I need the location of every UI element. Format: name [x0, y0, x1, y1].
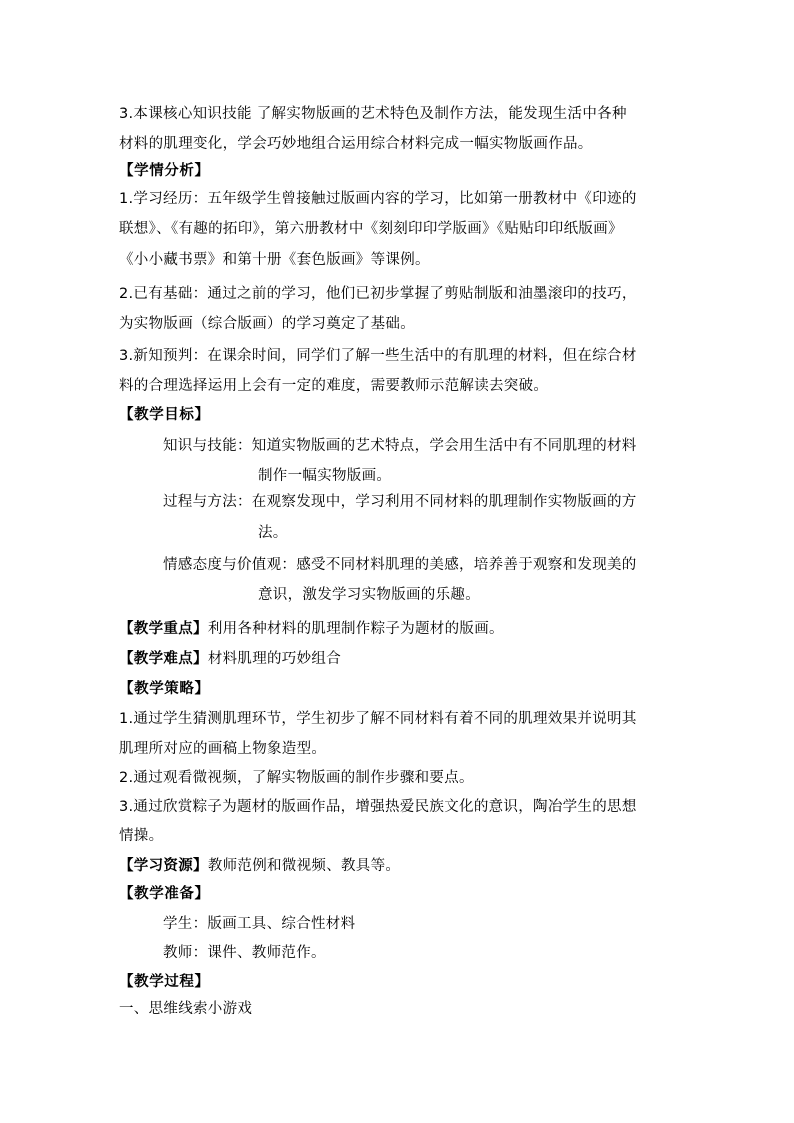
heading-xueqing-fenxi: 【学情分析】 [119, 163, 210, 179]
goal-knowledge-line-1: 知识与技能：知道实物版画的艺术特点，学会用生活中有不同肌理的材料 [163, 438, 637, 454]
strategy-2-line-1: 2.通过观看微视频，了解实物版画的制作步骤和要点。 [119, 770, 474, 786]
difficulty-text: 材料肌理的巧妙组合 [207, 651, 342, 667]
core-skill-line-1: 3.本课核心知识技能 了解实物版画的艺术特色及制作方法，能发现生活中各种 [119, 106, 627, 122]
goal-emotion-line-1: 情感态度与价值观：感受不同材料肌理的美感，培养善于观察和发现美的 [163, 557, 637, 573]
heading-jiaoxue-guocheng: 【教学过程】 [119, 974, 210, 990]
strategy-3-line-2: 情操。 [119, 828, 164, 844]
prep-student: 学生：版画工具、综合性材料 [163, 916, 356, 932]
prep-teacher: 教师：课件、教师范作。 [163, 945, 326, 961]
goal-process-line-2: 法。 [258, 525, 288, 541]
heading-xuexi-ziyuan: 【学习资源】 [119, 858, 208, 874]
goal-knowledge-line-2: 制作一幅实物版画。 [258, 468, 392, 484]
goal-process-line-1: 过程与方法：在观察发现中，学习利用不同材料的肌理制作实物版画的方 [163, 494, 637, 510]
key-point-line [119, 619, 504, 639]
process-step-1: 一、思维线索小游戏 [119, 1001, 253, 1017]
heading-jiaoxue-zhongdian: 【教学重点】 [119, 621, 208, 637]
learning-experience-line-2: 联想》、《有趣的拓印》，第六册教材中《刻刻印印学版画》《贴贴印印纸版画》 [119, 221, 623, 237]
goal-emotion-line-2: 意识，激发学习实物版画的乐趣。 [258, 587, 480, 603]
core-skill-line-2: 材料的肌理变化，学会巧妙地组合运用综合材料完成一幅实物版画作品。 [119, 136, 593, 152]
heading-jiaoxue-zhunbei: 【教学准备】 [119, 886, 210, 902]
heading-jiaoxue-mubiao: 【教学目标】 [119, 407, 210, 423]
heading-jiaoxue-celue: 【教学策略】 [119, 681, 210, 697]
strategy-1-line-1: 1.通过学生猜测肌理环节，学生初步了解不同材料有着不同的肌理效果并说明其 [119, 711, 637, 727]
learning-experience-line-1: 1.学习经历：五年级学生曾接触过版画内容的学习，比如第一册教材中《印迹的 [119, 191, 637, 207]
new-knowledge-line-1: 3.新知预判：在课余时间，同学们了解一些生活中的有肌理的材料，但在综合材 [119, 348, 637, 364]
strategy-1-line-2: 肌理所对应的画稿上物象造型。 [119, 741, 327, 757]
strategy-3-line-1: 3.通过欣赏粽子为题材的版画作品，增强热爱民族文化的意识，陶冶学生的思想 [119, 799, 637, 815]
existing-basis-line-1: 2.已有基础：通过之前的学习，他们已初步掌握了剪贴制版和油墨滚印的技巧， [119, 286, 637, 302]
resources-line [119, 856, 400, 876]
learning-experience-line-3: 《小小藏书票》和第十册《套色版画》等课例。 [119, 252, 430, 268]
difficulty-line [119, 649, 341, 669]
heading-jiaoxue-nandian: 【教学难点】 [119, 651, 208, 667]
new-knowledge-line-2: 料的合理选择运用上会有一定的难度，需要教师示范解读去突破。 [119, 378, 549, 394]
key-point-text: 利用各种材料的肌理制作粽子为题材的版画。 [207, 621, 504, 637]
existing-basis-line-2: 为实物版画（综合版画）的学习奠定了基础。 [119, 316, 415, 332]
resources-text: 教师范例和微视频、教具等。 [207, 858, 401, 874]
